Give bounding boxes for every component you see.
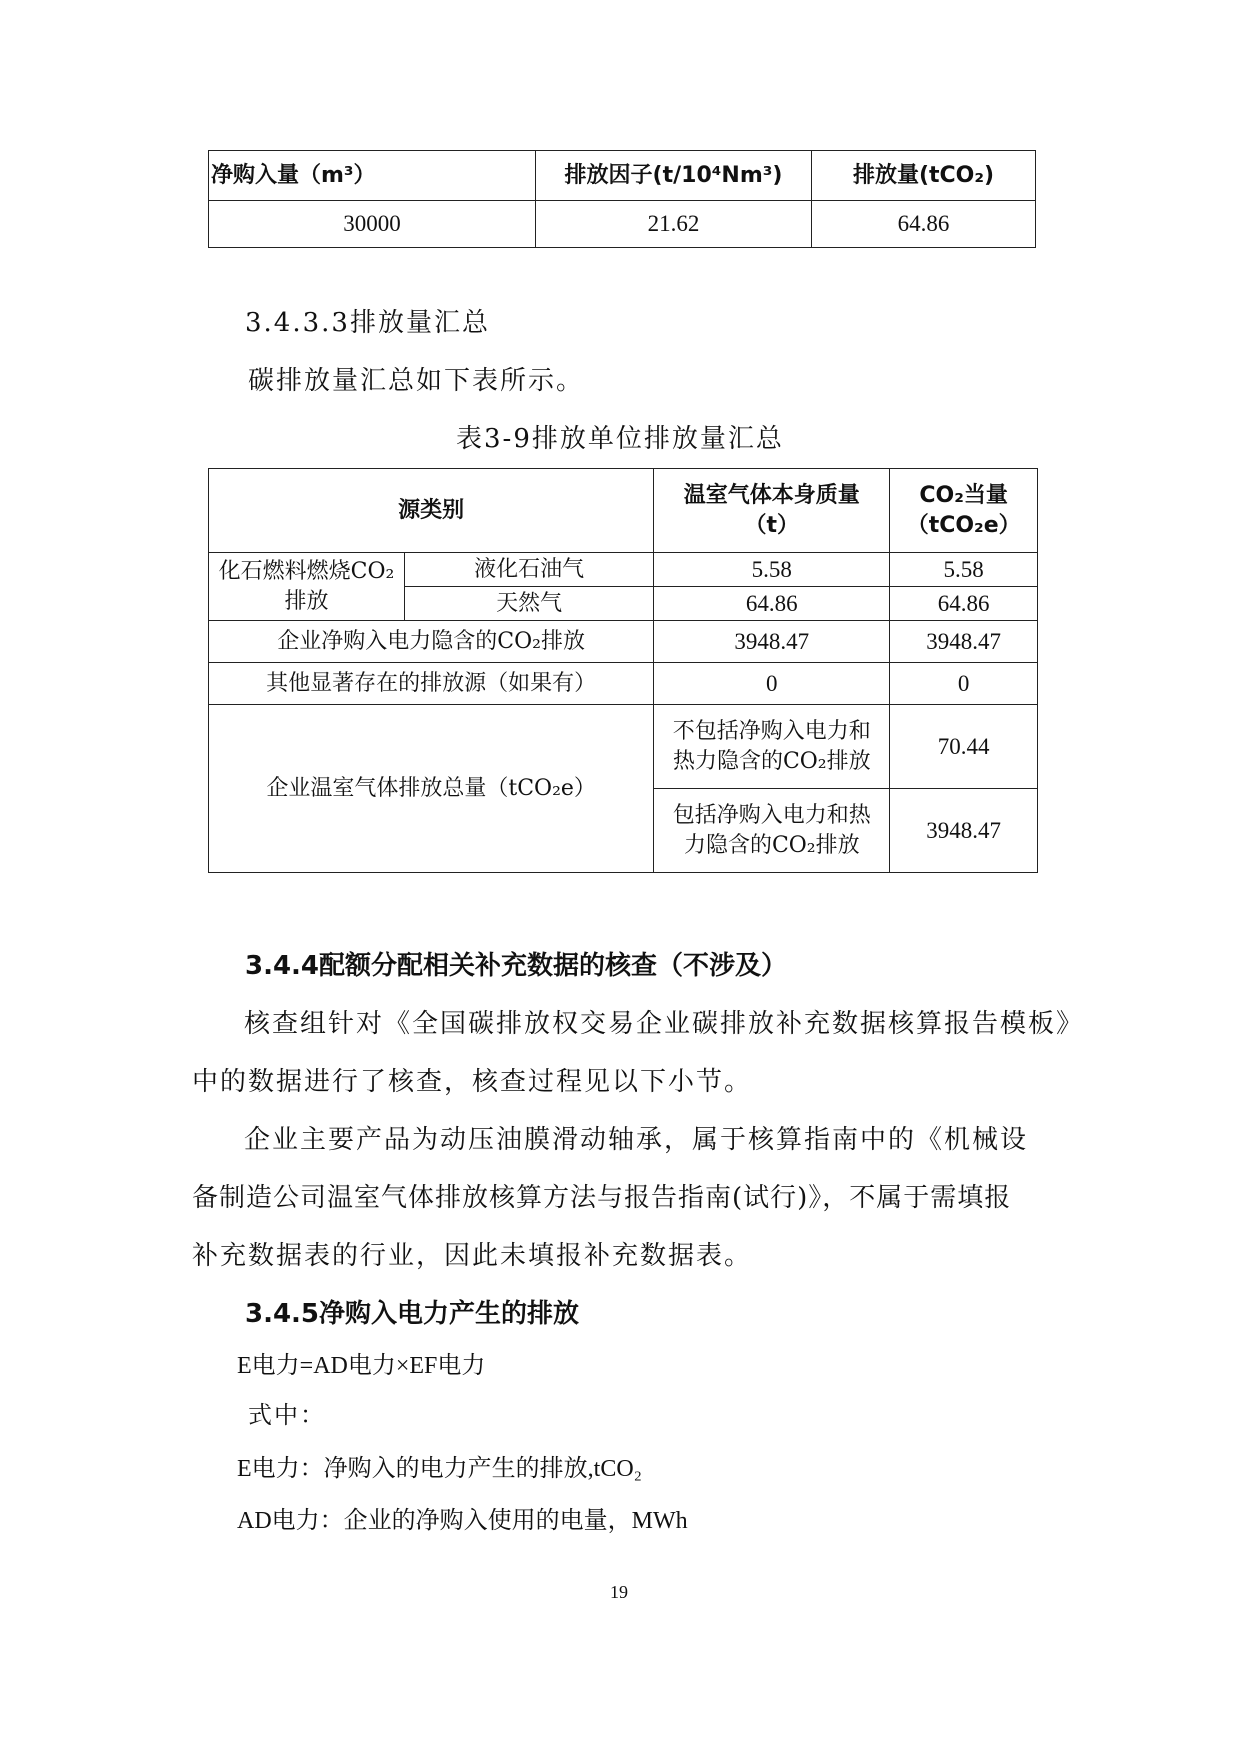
fossil-combustion-label (209, 553, 405, 621)
emission-summary-table (208, 468, 1038, 873)
electricity-label: 企业净购入电力隐含的CO₂排放 (209, 621, 654, 663)
header-mass (654, 469, 890, 553)
lpg-label: 液化石油气 (405, 553, 654, 587)
header-co2e (890, 469, 1038, 553)
electricity-emission-formula: E电力=AD电力×EF电力 (237, 1353, 486, 1379)
header-emissions: 排放量(tCO₂) (812, 151, 1036, 201)
lpg-mass: 5.58 (654, 553, 890, 587)
header-source-category: 源类别 (209, 469, 654, 553)
electricity-co2e: 3948.47 (890, 621, 1038, 663)
paragraph-1-line1: 核查组针对《全国碳排放权交易企业碳排放补充数据核算报告模板》 (244, 1009, 1085, 1039)
fossil-label-line1: 化石燃料燃烧CO₂ (218, 558, 395, 584)
paragraph-2-line2: 备制造公司温室气体排放核算方法与报告指南(试行)》，不属于需填报 (192, 1183, 1012, 1213)
excluding-value: 70.44 (890, 705, 1038, 789)
header-mass-line1: 温室气体本身质量 (683, 482, 860, 508)
table-caption: 表3-9排放单位排放量汇总 (456, 424, 784, 454)
paragraph-2-line3: 补充数据表的行业，因此未填报补充数据表。 (192, 1241, 753, 1271)
paragraph-2-line1: 企业主要产品为动压油膜滑动轴承，属于核算指南中的《机械设 (244, 1125, 1029, 1155)
header-co2e-line2: （tCO₂e） (906, 512, 1021, 538)
subsection-heading-3433: 3.4.3.3排放量汇总 (245, 308, 490, 338)
cell-emission-factor: 21.62 (536, 201, 812, 248)
where-label: 式中： (248, 1401, 326, 1429)
fossil-label-line2: 排放 (284, 588, 329, 614)
lpg-co2e: 5.58 (890, 553, 1038, 587)
excluding-purchased-label (654, 705, 890, 789)
paragraph-1-line2: 中的数据进行了核查，核查过程见以下小节。 (192, 1067, 753, 1097)
emission-factor-table (208, 150, 1036, 248)
excluding-line2: 热力隐含的CO₂排放 (672, 748, 871, 774)
including-purchased-label (654, 789, 890, 873)
excluding-line1: 不包括净购入电力和 (672, 718, 871, 744)
definition-ad: AD电力：企业的净购入使用的电量，MWh (237, 1508, 688, 1534)
including-line2: 力隐含的CO₂排放 (683, 832, 860, 858)
including-line1: 包括净购入电力和热 (672, 802, 871, 828)
other-source-co2e: 0 (890, 663, 1038, 705)
header-emission-factor: 排放因子(t/10⁴Nm³) (536, 151, 812, 201)
including-value: 3948.47 (890, 789, 1038, 873)
total-emissions-label: 企业温室气体排放总量（tCO₂e） (209, 705, 654, 873)
header-net-purchase: 净购入量（m³） (209, 151, 536, 201)
natural-gas-label: 天然气 (405, 587, 654, 621)
summary-intro: 碳排放量汇总如下表所示。 (248, 366, 585, 396)
other-source-mass: 0 (654, 663, 890, 705)
cell-net-purchase: 30000 (209, 201, 536, 248)
header-mass-line2: （t） (744, 512, 800, 538)
definition-e: E电力：净购入的电力产生的排放,tCO₂ (237, 1456, 643, 1482)
electricity-mass: 3948.47 (654, 621, 890, 663)
natural-gas-co2e: 64.86 (890, 587, 1038, 621)
other-source-label: 其他显著存在的排放源（如果有） (209, 663, 654, 705)
section-heading-345: 3.4.5净购入电力产生的排放 (245, 1299, 580, 1329)
cell-emissions: 64.86 (812, 201, 1036, 248)
page-number: 19 (610, 1582, 628, 1602)
natural-gas-mass: 64.86 (654, 587, 890, 621)
header-co2e-line1: CO₂当量 (919, 482, 1008, 508)
section-heading-344: 3.4.4配额分配相关补充数据的核查（不涉及） (245, 951, 788, 981)
